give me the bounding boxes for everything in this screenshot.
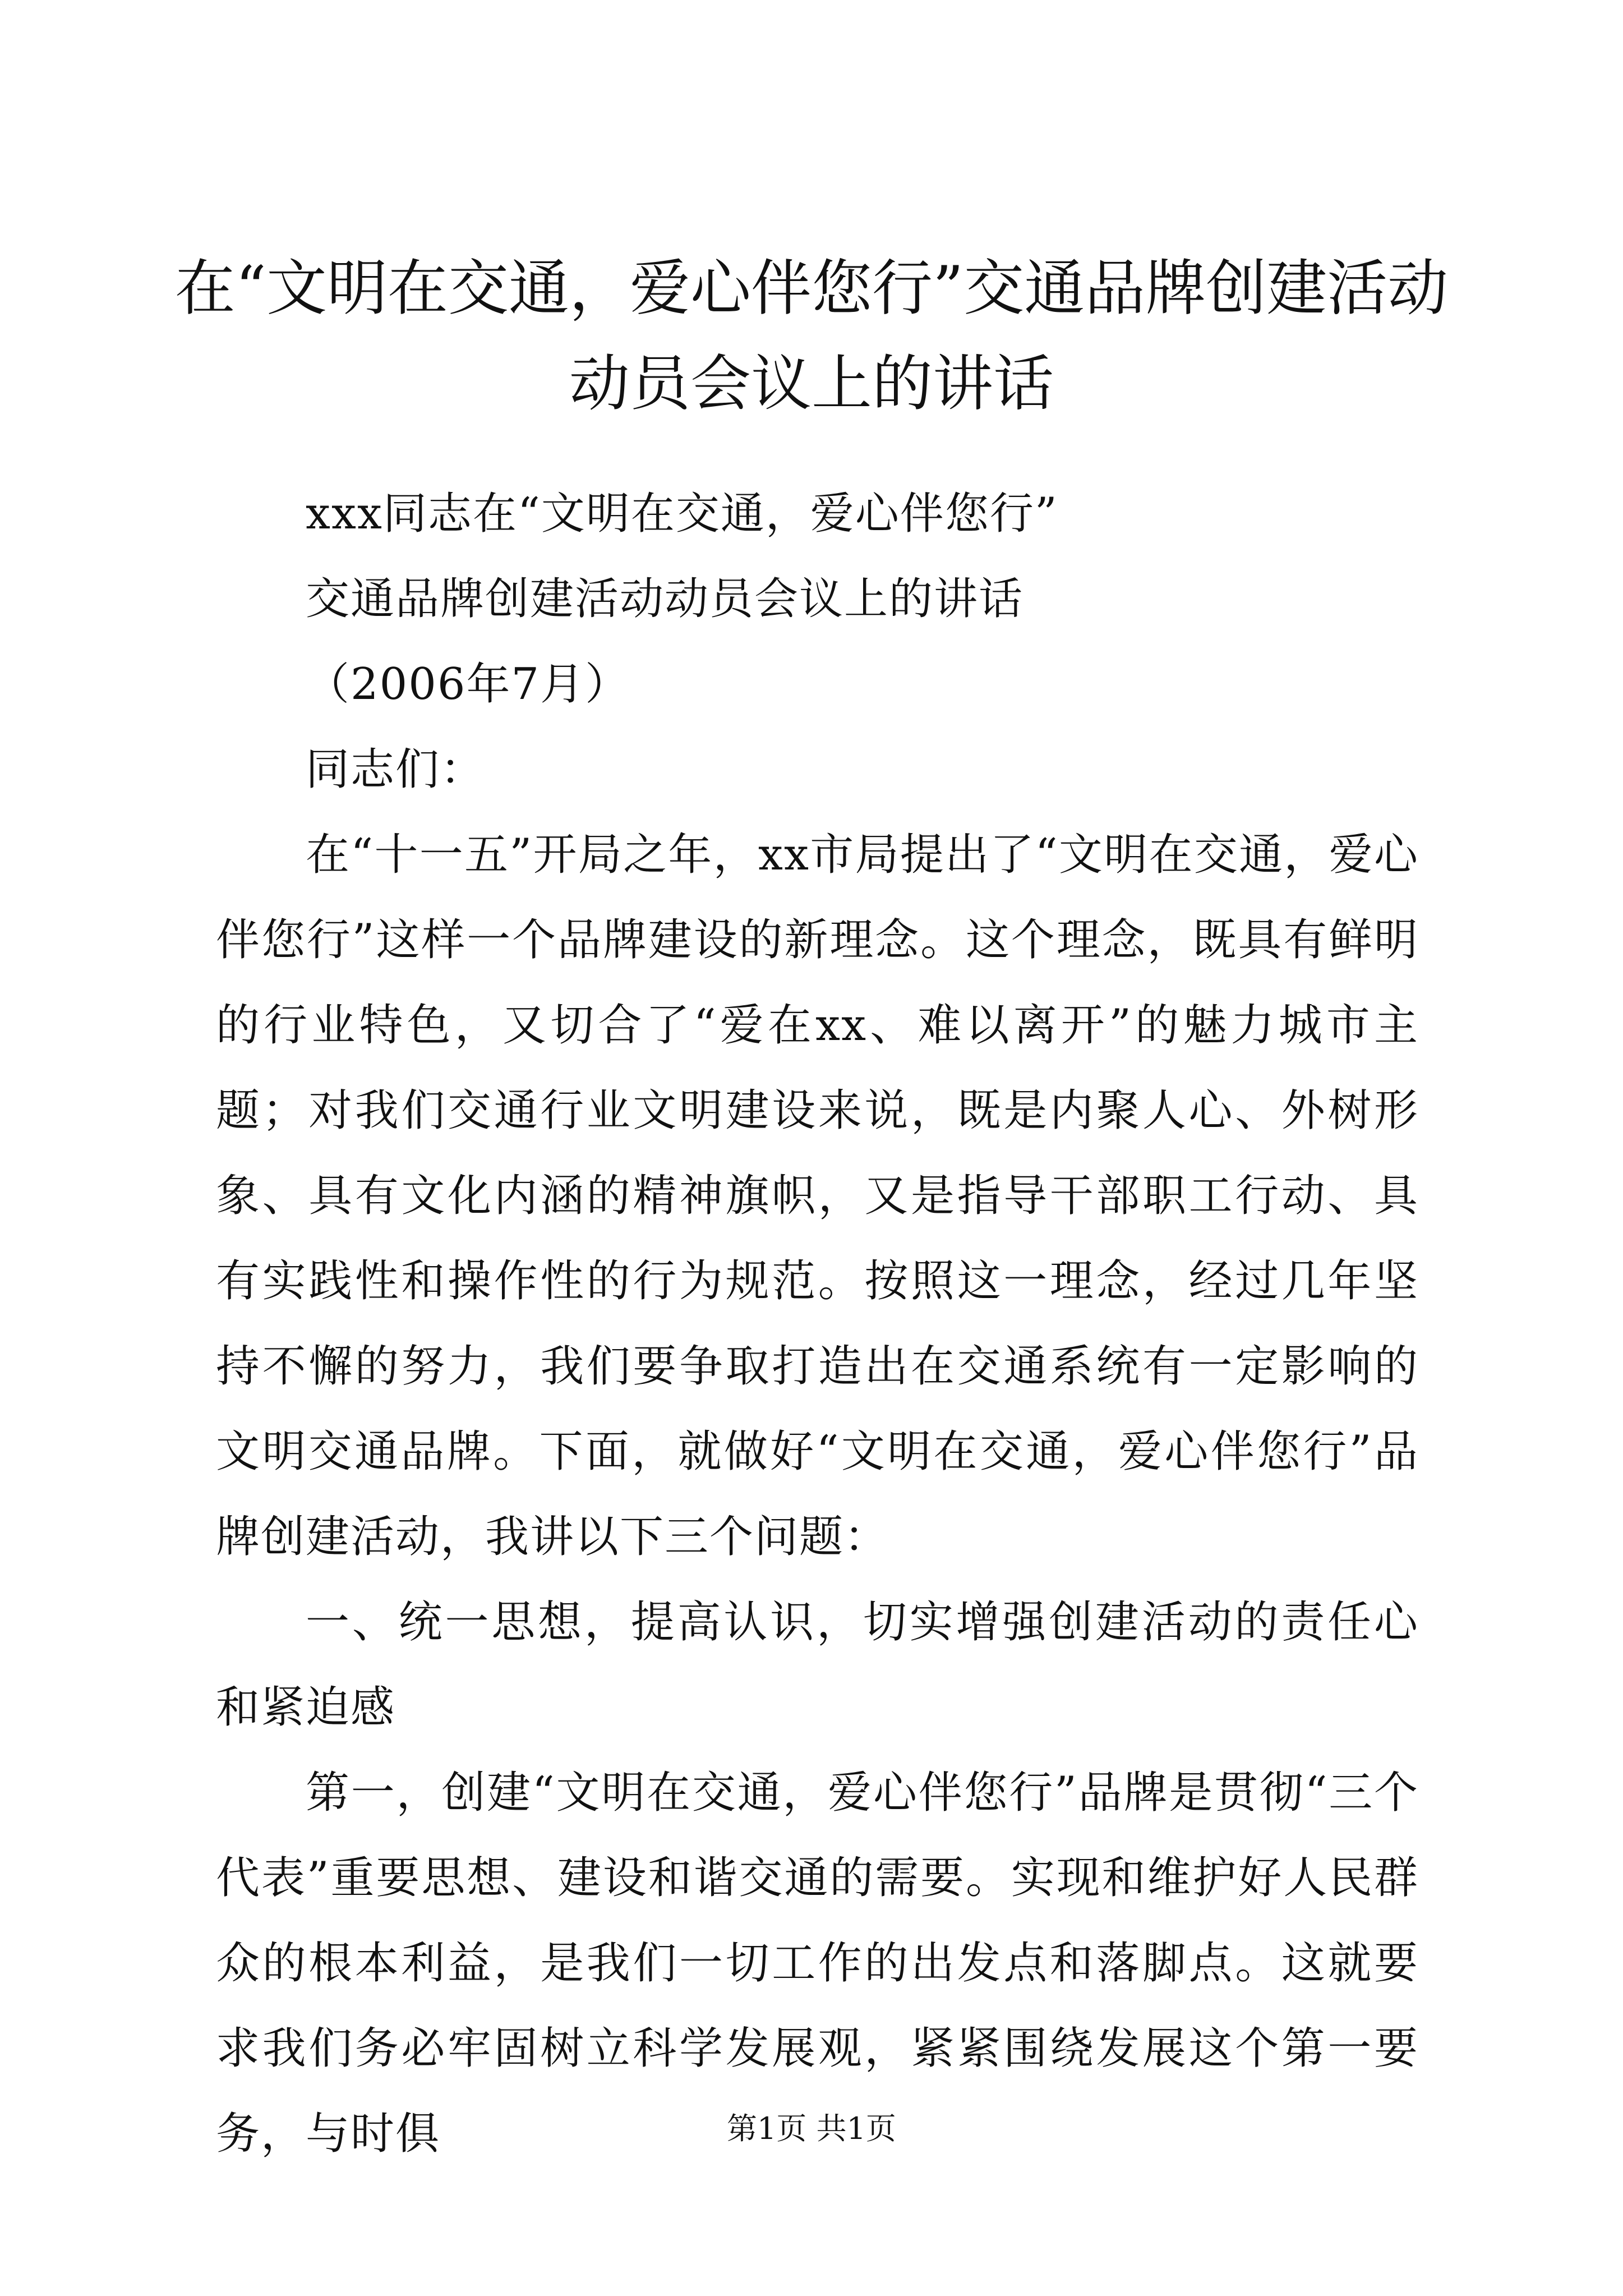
document-body: [216, 471, 1419, 2177]
paragraph-intro: 在“十一五”开局之年，xx市局提出了“文明在交通，爱心伴您行”这样一个品牌建设的新理念。这个理念，既具有鲜明的行业特色，又切合了“爱在xx、难以离开”的魅力城市主题；对我们交通行业文明建设来说，既是内聚人心、外树形象、具有文化内涵的精神旗帜，又是指导干部职工行动、具有实践性和操作性的行为规范。按照这一理念，经过几年坚持不懈的努力，我们要争取打造出在交通系统有一定影响的文明交通品牌。下面，就做好“文明在交通，爱心伴您行”品牌创建活动，我讲以下三个问题：: [216, 830, 1419, 1562]
paragraph-author-line: xxx同志在“文明在交通，爱心伴您行”: [306, 489, 1058, 539]
paragraph-date: （2006年7月）: [306, 659, 630, 710]
page-footer: 第1页 共1页: [727, 2111, 896, 2146]
paragraph-point-one: 第一，创建“文明在交通，爱心伴您行”品牌是贯彻“三个代表”重要思想、建设和谐交通的需要。实现和维护好人民群众的根本利益，是我们一切工作的出发点和落脚点。这就要求我们务必牢固树立科学发展观，紧紧围绕发展这个第一要务，与时俱: [216, 1768, 1419, 2159]
paragraph-subtitle-line: 交通品牌创建活动动员会议上的讲话: [306, 574, 1024, 624]
document-title: 在“文明在交通，爱心伴您行”交通品牌创建活动动员会议上的讲话: [174, 254, 1449, 419]
paragraph-salutation: 同志们：: [306, 744, 486, 795]
paragraph-section-heading: 一、统一思想，提高认识，切实增强创建活动的责任心和紧迫感: [216, 1597, 1419, 1733]
